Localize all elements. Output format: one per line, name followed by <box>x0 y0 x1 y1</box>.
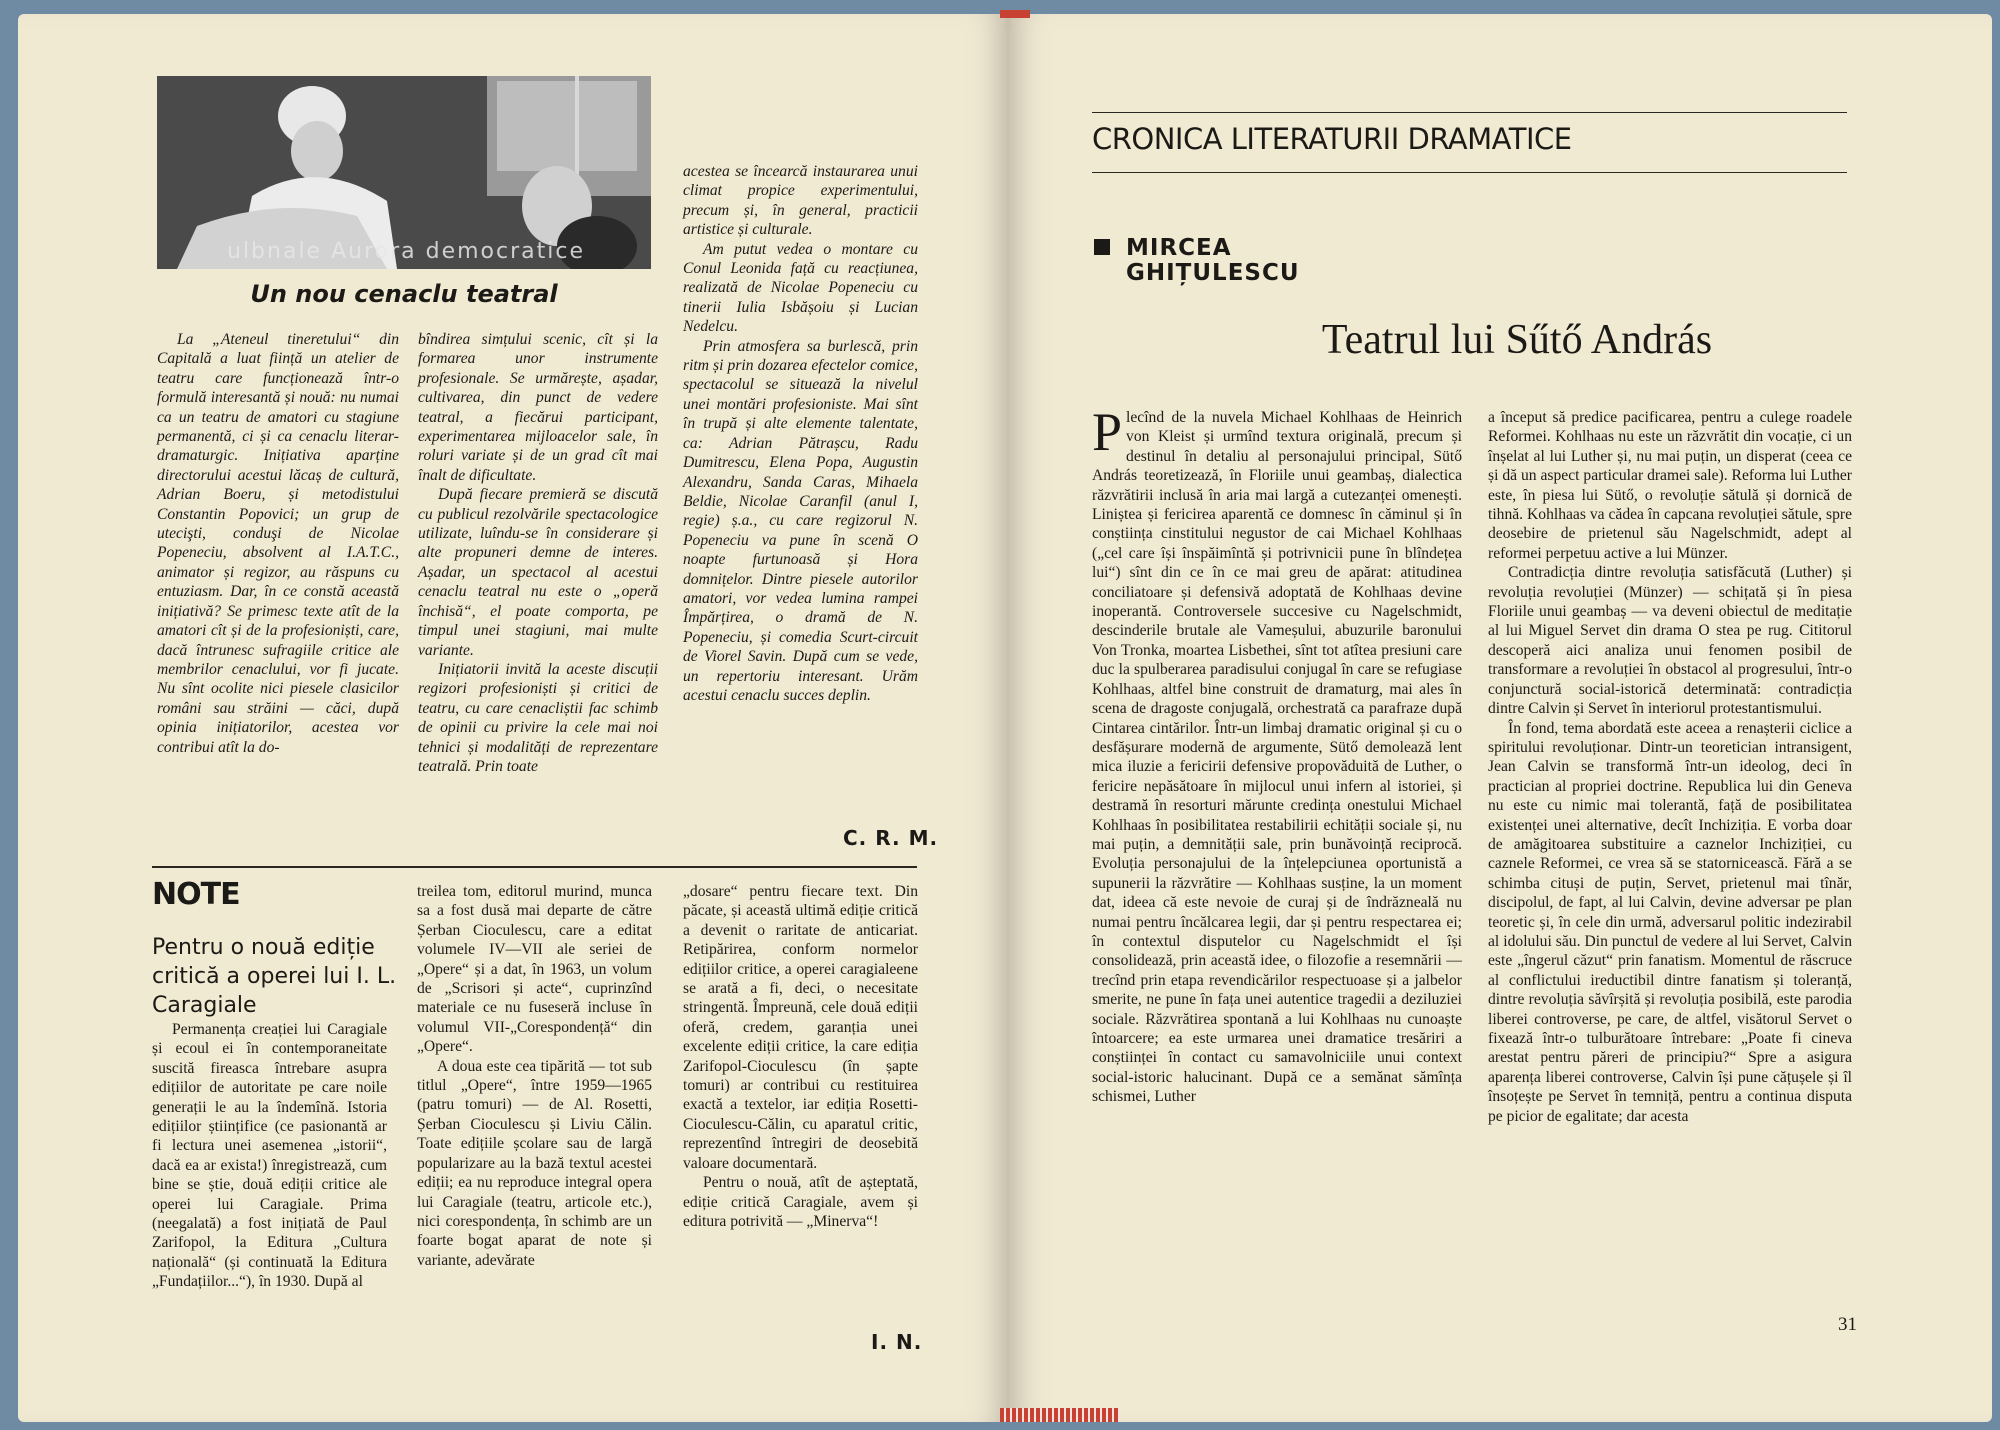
binding-ribbon-top <box>1000 10 1030 18</box>
article-paragraph: Prin atmosfera sa burlescă, prin ritm și prin dozarea efectelor comice, spectacolul se situează la nivelul unei montări profesioniste. Mai sînt în trupă și alte elemente talentate, ca: Adrian Pătrașcu, Radu Dumitrescu, Elena Popa, Augustin Alexandru, Sanda Caras, Mihaela Beldie, Nicolae Caranfil (anul I, regie) ș.a., cu care regizorul N. Popeneciu va pune în scenă O noapte furtunoasă și Hora domnițelor. Dintre piesele autorilor amatori, vor vedea lumina rampei Împărțirea, o dramă de N. Popeneciu, și comedia Scurt-circuit de Viorel Savin. După cum se vede, un repertoriu interesant. Urăm acestui cenaclu succes deplin. <box>683 337 918 704</box>
article-column-3 <box>683 162 918 705</box>
review-column-1 <box>1092 402 1462 1107</box>
article-paragraph: bîndirea simțului scenic, cît și la formarea unor instrumente profesionale. Se urmărește, așadar, cultivarea, din punct de vedere teatral, a fiecărui participant, experimentarea mijloacelor sale, în roluri variate și de un grad cît mai înalt de dificultate. <box>418 331 658 484</box>
note-paragraph: A doua este cea tipărită — tot sub titlul „Opere“, între 1959—1965 (patru tomuri) — de Al. Rosetti, Șerban Cioculescu și Liviu Călin. Toate edițiile școlare sau de largă popularizare au la bază textul acestei ediții; ea nu reproduce integral opera lui Caragiale (teatru, articole etc.), nici corespondența, în schimb are un foarte bogat aparat de note și variante, adevărate <box>417 1057 652 1269</box>
theatre-photo <box>157 76 651 269</box>
note-column-3 <box>683 882 918 1231</box>
article-paragraph: La „Ateneul tineretului“ din Capitală a luat ființă un atelier de teatru care funcționează într-o formulă interesantă și nouă: nu numai ca un teatru de amatori cu stagiune permanentă, ci și ca cenaclu literar-dramaturgic. Inițiativa aparține directorului acestui lăcaș de cultură, Adrian Boeru, și metodistului Constantin Popovici; un grup de utecişti, conduşi de Nicolae Popeneciu, absolvent al I.A.T.C., animator și regizor, au răspuns cu entuziasm. Dar, în ce constă această inițiativă? Se primesc texte atît de la amatori cît și de la profesioniști, care, dacă întrunesc sufragiile critice ale membrilor cenaclului, vor fi jucate. Nu sînt ocolite nici piesele clasicilor români sau străini — căci, după opinia inițiatorilor, acestea vor contribui atît la do- <box>157 331 399 756</box>
note-subtitle: Pentru o nouă ediție critică a operei lui I. L. Caragiale <box>152 935 397 1018</box>
article-column-2 <box>418 330 658 776</box>
section-divider <box>152 866 917 868</box>
header-rule-bottom <box>1092 172 1847 173</box>
review-paragraph: a început să predice pacificarea, pentru a culege roadele Reformei. Kohlhaas nu este un răzvrătit din vocație, ci un înșelat al lui Luther și, nu mai puțin, un disperat (ceea ce și dă un aspect particular dramei sale). Reforma lui Luther este, în piesa lui Sütő, o revoluție sătulă și dornică de tihnă. Kohlhaas va cădea în capcana revoluției sătule, spre deosebire de prietenul său Nagelschmidt, adept al reformei perpetuu active a lui Münzer. <box>1488 409 1852 562</box>
review-paragraph: Contradicția dintre revoluția satisfăcută (Luther) și revoluția revoluției (Münzer) — schițată și în piesa Floriile unui geambaș — va deveni obiectul de meditație al lui Miguel Servet din drama O stea pe rug. Cititorul descoperă aici analiza unui fenomen posibil de transformare a revoluției în obstacol al progresului, într-o conjunctură social-istorică determinată: contradicția dintre Calvin și Servet în interiorul protestantismului. <box>1488 564 1852 718</box>
note-section-title: NOTE <box>152 877 240 912</box>
article-signature: C. R. M. <box>843 826 939 850</box>
author-last-name: GHIȚULESCU <box>1126 260 1300 286</box>
binding-ribbon-bottom <box>1000 1408 1120 1422</box>
note-column-1 <box>152 1020 387 1292</box>
review-paragraph <box>1092 402 1462 1107</box>
review-paragraph: În fond, tema abordată este aceea a renașterii ciclice a spiritului revoluționar. Dintr-un teoretician intransigent, Jean Calvin se transformă într-un ideolog, deci în practician al propriei doctrine. Republica lui din Geneva nu este cu nimic mai tolerantă, față de posibilitatea existenței unei alternative, decît Inchiziția. E vorba doar de amăgitoarea substituire a caznelor Inchiziției, cu caznele Reformei, ce vrea să se statornicească. Fără a se schimba cituși de puțin, Servet, prietenul mai tînăr, discipolul, de fapt, al lui Calvin, devine adversar pe plan teoretic și, în cele din urmă, adversarul politic indezirabil al idolului său. Din punctul de vedere al lui Servet, Calvin este „îngerul căzut“ prin fanatism. Momentul de răscruce al conflictului ireductibil dintre fanatism și toleranță, dintre revoluția săvîrșită și revoluția posibilă, este parodia liberei controverse, pe care, de altfel, visătorul Servet o fixează într-o tulburătoare întrebare: „Poate fi cineva arestat pentru păreri de principiu?“ Spre a asigura aparența liberei controverse, Calvin își pune cățușele și îl însoțește pe Servet în temniță, pentru a continua disputa pe picior de egalitate; dar acesta <box>1488 719 1852 1125</box>
author-first-name: MIRCEA <box>1126 235 1232 261</box>
note-signature: I. N. <box>871 1330 923 1354</box>
article-paragraph: acestea se încearcă instaurarea unui climat propice experimentului, precum și, în general, practicii artistice și culturale. <box>683 163 918 239</box>
photo-banner-text: ulbnale Aurora democratice <box>227 239 586 264</box>
review-text: lecînd de la nuvela Michael Kohlhaas de Heinrich von Kleist și urmînd textura originală, precum și destinul în detaliu al personajului principal, Sütő András teoretizează, în Floriile unui geambaș, dialectica răzvrătirii inclusă în aria mai largă a cutezanței omenești. Liniștea și fericirea aparentă ce domnesc în căminul și în conștiința cinstitului negustor de cai Michael Kohlhaas („cel care își înspăimîntă și potrivnicii pune în blîndețea lui“) sînt din ce în ce mai greu de apărat: atitudinea conciliatoare și defensivă adoptată de Kohlhaas devine inoperantă. Controversele succesive cu Nagelschmidt, descinderile brutale ale Vameșului, abuzurile baronului Von Tronka, moartea Lisbethei, sînt tot atîtea presiuni care duc la spulberarea paradisului conjugal în care se refugiase Kohlhaas, altfel bine construit de dramaturg, mai ales în scena de dragoste conjugală, orchestrată ca parafraze după Cintarea cintărilor. Într-un limbaj dramatic original și cu o desfășurare modernă de argumente, Sütő demolează lent mica iluzie a fericirii defensive propovăduită de Luther, o fericire nepăsătoare în mijlocul unui infern al istoriei, și destramă în resorturi mărunte credința onestului Michael Kohlhaas în posibilitatea restabilirii echității sociale și, nu mai puțin, a demnității sale, prin bunăvoință reciprocă. Evoluția personajului de la înțelepciunea oportunistă a supunerii la răzvrătire — Kohlhaas susține, la un moment dat, ideea că este nevoie de curaj și de îndrăzneală nu numai pentru încălcarea legii, dar și pentru respectarea ei; în contextul disputelor cu Nagelschmidt el își consolidează, prin această idee, o filozofie a resemnării — trecînd prin etapa revendicărilor respectuoase și a jalbelor smerite, ne pune în fața unei autentice tragedii a deziluziei sociale. Răzvrătirea spontană a lui Kohlhaas nu cunoaște întoarcere; ea este urmarea unei dramatice tresăriri a conștiinței în contact cu samavolniciile unui context social-istoric halucinant. După ce a semănat sămînța schismei, Luther <box>1092 409 1462 1106</box>
article-title: Teatrul lui Sűtő András <box>1321 317 1713 363</box>
page-number: 31 <box>1838 1314 1857 1335</box>
note-paragraph: „dosare“ pentru fiecare text. Din păcate, și această ultimă ediție critică a devenit o raritate de anticariat. Retipărirea, conform normelor edițiilor critice, a operei caragialeene se arată a fi, deci, o necesitate stringentă. Împreună, cele două ediții oferă, credem, garanția unei excelente ediții critice, la care ediția Zarifopol-Cioculescu (în șapte tomuri) ar contribui cu restituirea exactă a textelor, iar ediția Rosetti-Cioculescu-Călin, cu aparatul critic, reprezentînd întregiri de deosebită valoare documentară. <box>683 883 918 1172</box>
section-title: CRONICA LITERATURII DRAMATICE <box>1092 122 1572 156</box>
review-column-2 <box>1488 408 1852 1126</box>
article-paragraph: Am putut vedea o montare cu Conul Leonida față cu reacțiunea, realizată de Nicolae Popeneciu cu tinerii Iulia Isbășoiu și Lucian Nedelcu. <box>683 240 918 336</box>
article-column-1 <box>157 330 399 757</box>
header-rule-top <box>1092 112 1847 113</box>
author-name <box>1126 236 1300 286</box>
article-headline: Un nou cenaclu teatral <box>250 280 558 308</box>
note-paragraph: Permanența creației lui Caragiale și ecoul ei în contemporaneitate suscită fireasca întrebare asupra edițiilor de autoritate pe care noile generații le au la îndemînă. Istoria edițiilor științifice (ce pasionantă ar fi lectura unei asemenea „istorii“, dacă ea ar exista!) înregistrează, cum bine se știe, două ediții critice ale operei lui Caragiale. Prima (neegalată) a fost inițiată de Paul Zarifopol, la Editura „Cultura națională“ (și continuată la Editura „Fundațiilor...“), în 1930. După al <box>152 1021 387 1291</box>
note-paragraph: treilea tom, editorul murind, munca sa a fost dusă mai departe de către Șerban Cioculescu, care a editat volumele IV—VII ale seriei de „Opere“ și a dat, în 1963, un volum de „Scrisori și acte“, cuprinzînd materiale ce nu fuseseră incluse în volumul VII-„Corespondență“ din „Opere“. <box>417 883 652 1056</box>
article-paragraph: După fiecare premieră se discută cu publicul rezolvările spectacologice utilizate, luîndu-se în considerare și alte propuneri demne de interes. Așadar, un spectacol al acestui cenaclu teatral nu este o „operă închisă“, el poate comporta, pe timpul unei stagiuni, mai multe variante. <box>418 486 658 659</box>
drop-cap: P <box>1092 402 1123 462</box>
author-bullet-icon <box>1094 239 1110 255</box>
note-paragraph: Pentru o nouă, atît de așteptată, ediție critică Caragiale, avem și editura potrivită — „Minerva“! <box>683 1174 918 1230</box>
note-column-2 <box>417 882 652 1270</box>
article-paragraph: Inițiatorii invită la aceste discuții regizori profesioniști și critici de teatru, cu care cenacliștii fac schimb de opinii cu privire la cele mai noi tehnici și modalități de reprezentare teatrală. Prin toate <box>418 660 658 775</box>
